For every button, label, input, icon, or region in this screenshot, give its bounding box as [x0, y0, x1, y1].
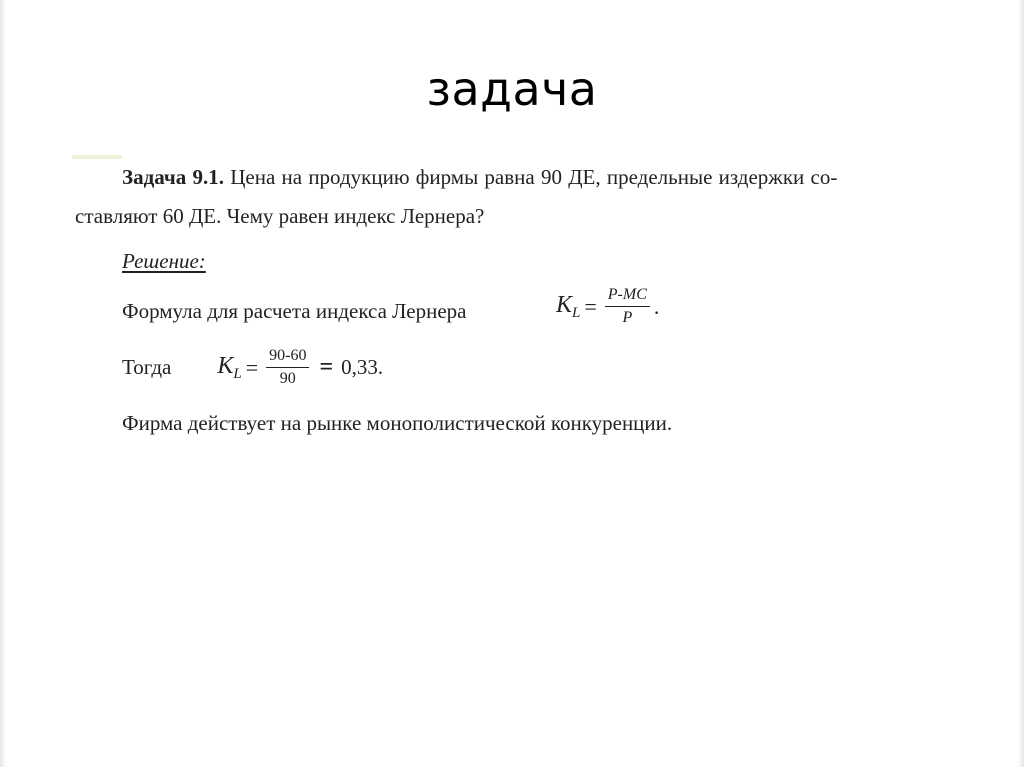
calc-fraction [266, 347, 309, 388]
fraction-bar [605, 306, 650, 307]
then-word: Тогда [122, 355, 172, 380]
lerner-symbol: $K_L$ [556, 291, 581, 321]
calc-result: 0,33. [341, 355, 384, 380]
lerner-formula [556, 286, 659, 327]
formula-period: . [653, 293, 660, 319]
calc-denominator: 90 [279, 370, 296, 388]
solution-heading: Решение: [122, 249, 206, 273]
problem-line-1-text: Цена на продукцию фирмы равна 90 ДЕ, предельные издержки со- [223, 165, 838, 189]
slide-title: задача [426, 62, 598, 116]
problem-line-1 [122, 165, 837, 190]
formula-description: Формула для расчета индекса Лернера [122, 299, 467, 323]
formula-equals: = [584, 293, 597, 319]
formula-denominator: P [622, 309, 633, 327]
conclusion: Фирма действует на рынке монополистической конкуренции. [122, 411, 673, 435]
lerner-symbol-calc: $K_L$ [217, 352, 242, 382]
calc-numerator: 90-60 [269, 347, 307, 364]
calc-equals: = [245, 354, 259, 380]
scan-smudge [72, 155, 122, 159]
calc-fraction-bar [266, 367, 309, 368]
problem-label: Задача 9.1. [122, 165, 224, 189]
lerner-subscript-calc: L [233, 365, 242, 382]
formula-fraction [605, 286, 650, 327]
calc-result-equals: = [319, 354, 334, 381]
lerner-calculation [122, 347, 383, 388]
lerner-subscript: L [572, 304, 581, 321]
problem-line-2: ставляют 60 ДЕ. Чему равен индекс Лернера? [75, 204, 485, 228]
formula-numerator: P-MC [607, 286, 647, 303]
